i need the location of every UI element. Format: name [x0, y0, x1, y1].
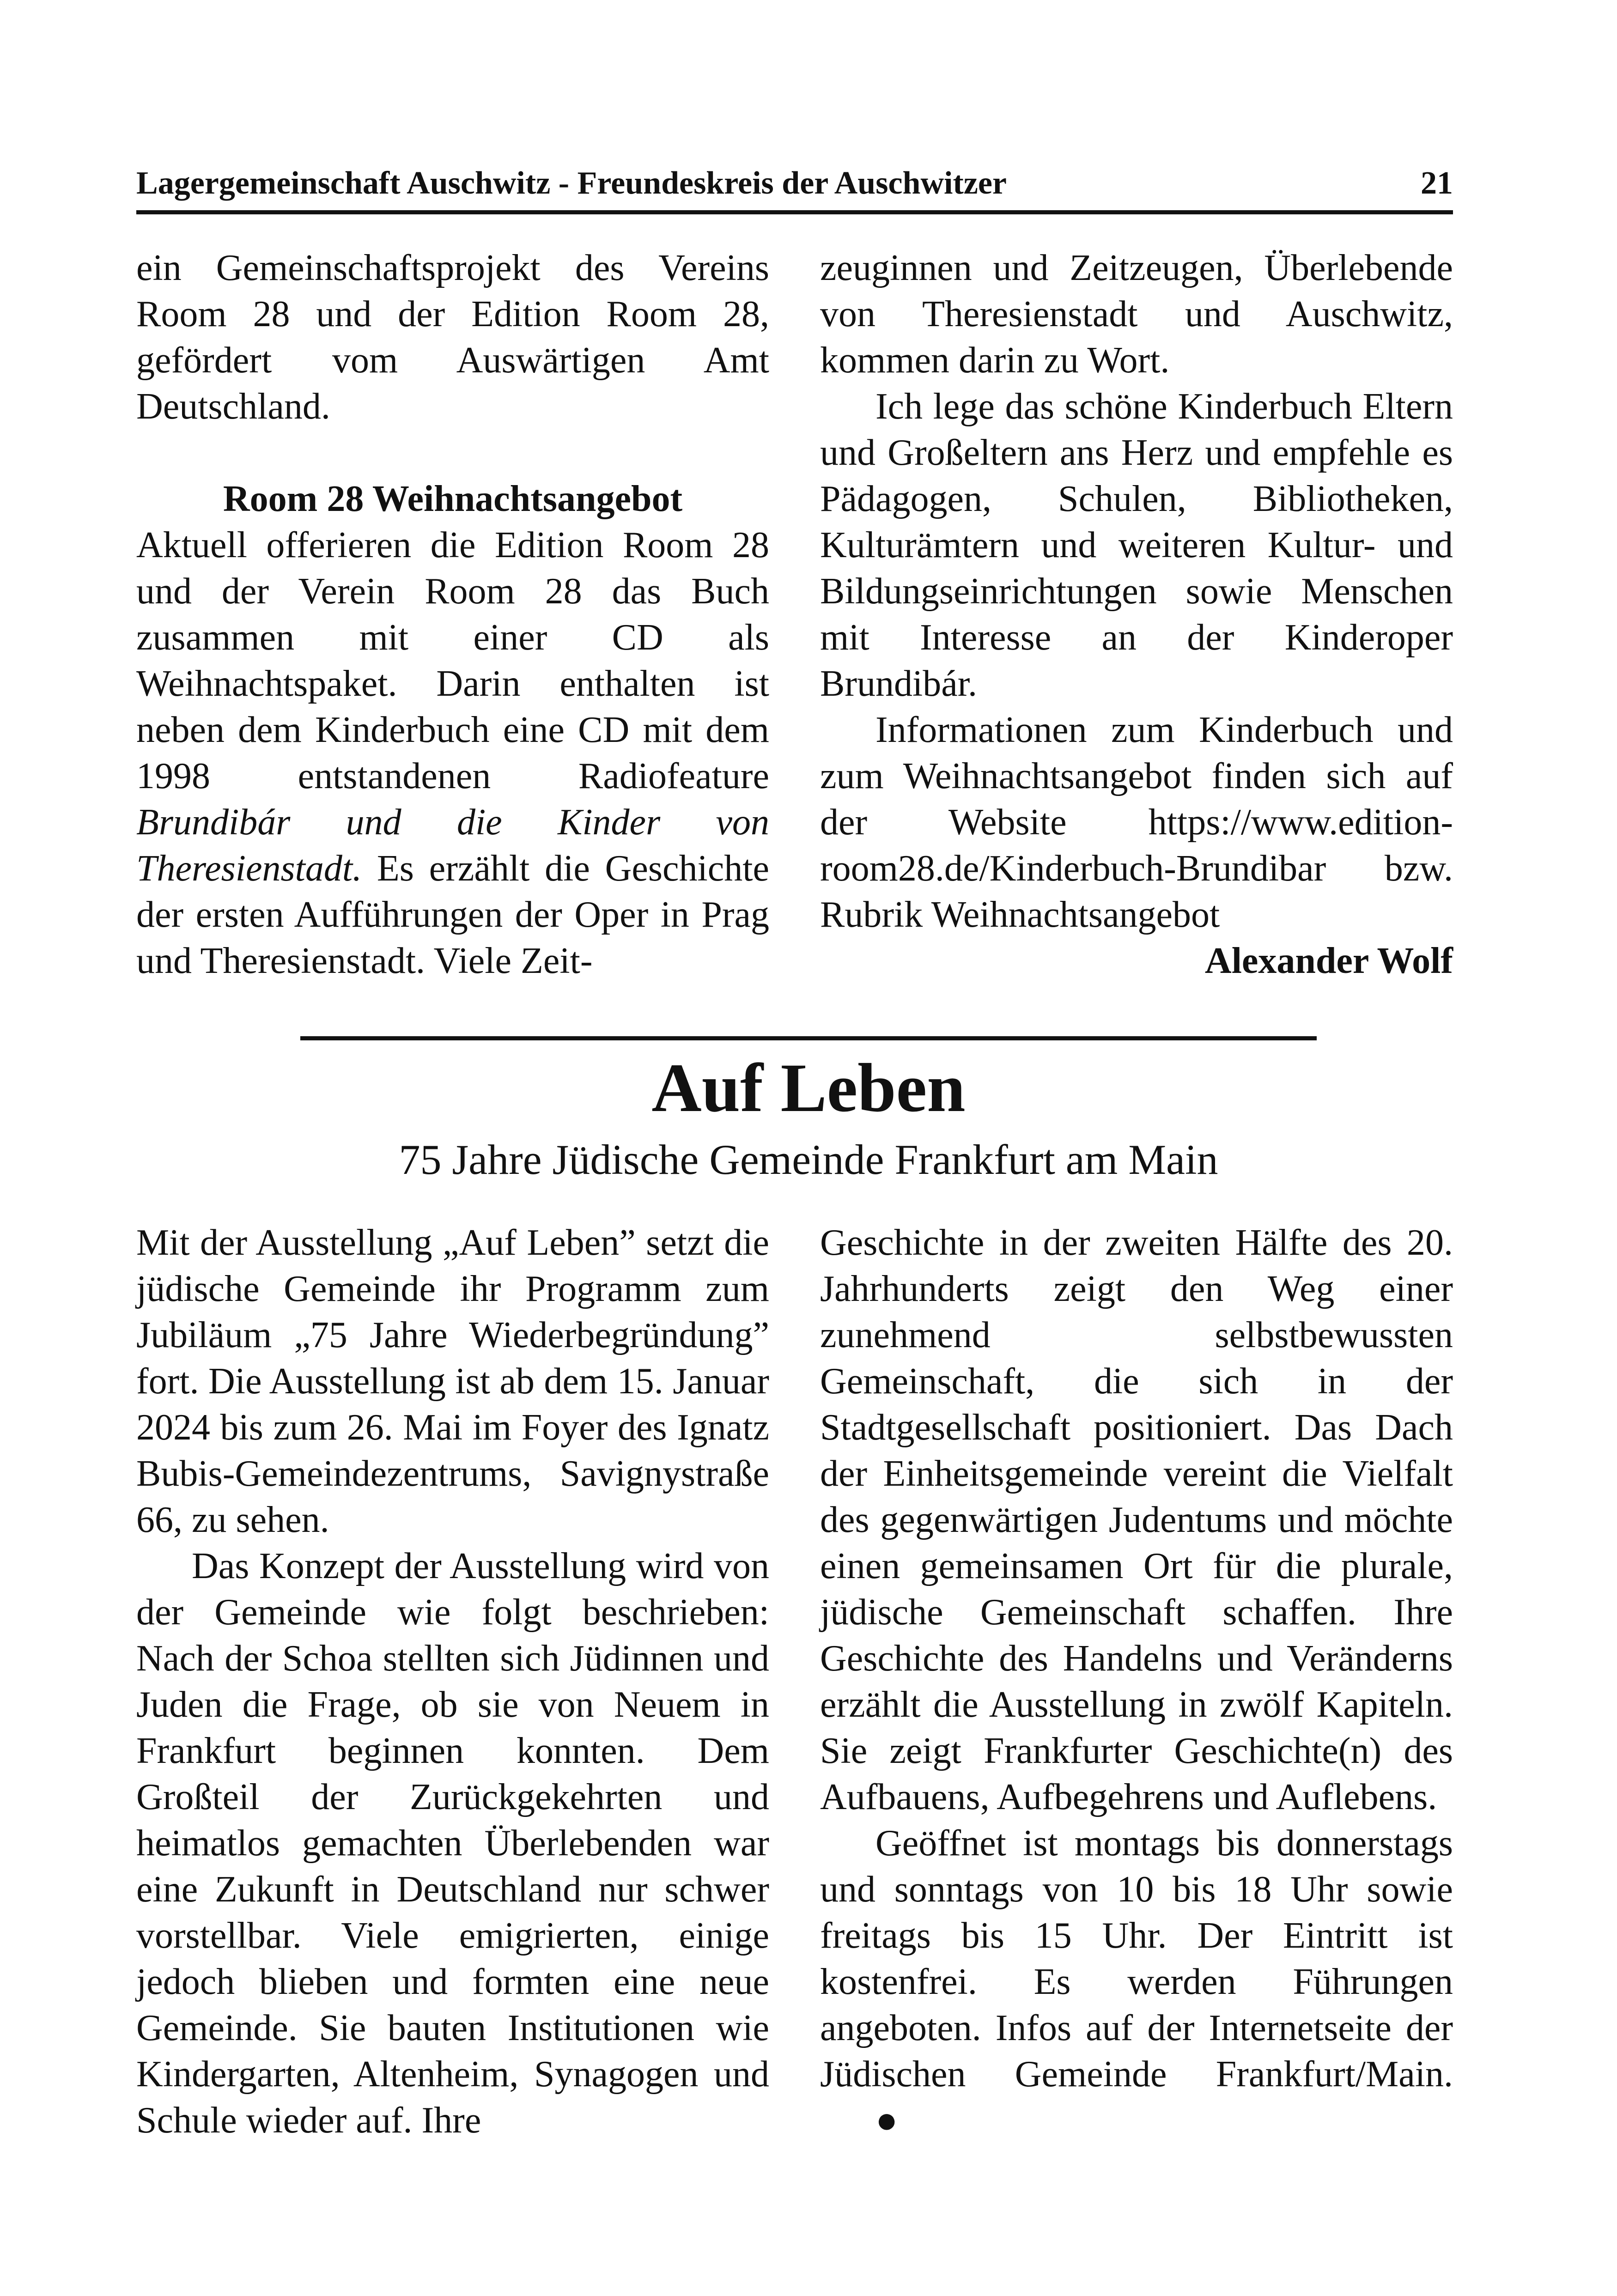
article2-closing-text: Geöffnet ist montags bis donnerstags und sonntags von 10 bis 18 Uhr sowie freitags bis 15 Uhr. Der Eintritt ist kostenfrei. Es werden Führungen angeboten. Infos auf der Internetseite der Jüdischen Gemeinde Frankfurt/Main. — [820, 1823, 1453, 2095]
article2-column-right — [820, 1220, 1453, 2144]
article1-continuation: zeuginnen und Zeitzeugen, Überlebende von Theresienstadt und Auschwitz, kommen darin zu Wort. — [820, 248, 1453, 381]
article2-paragraph-2: Das Konzept der Ausstellung wird von der Gemeinde wie folgt beschrieben: Nach der Schoa stellten sich Jüdinnen und Juden die Frage, ob sie von Neuem in Frankfurt beginnen konnten. Dem Großteil der Zurückgekehrten und heimatlos gemachten Überlebenden war eine Zukunft in Deutschland nur schwer vorstellbar. Viele emigrierten, einige jedoch blieben und formten eine neue Gemeinde. Sie bauten Institutionen wie Kindergarten, Altenheim, Synagogen und Schule wieder auf. Ihre — [136, 1546, 769, 2141]
paragraph-gap — [136, 430, 769, 476]
article2-column-left — [136, 1220, 769, 2144]
article1-subheading: Room 28 Weihnachtsangebot — [223, 479, 683, 519]
article1-intro: ein Gemeinschaftsprojekt des Vereins Room 28 und der Edition Room 28, gefördert vom Auswärtigen Amt Deutschland. — [136, 248, 769, 427]
page-number: 21 — [1421, 165, 1453, 201]
article1-paragraph-3: Informationen zum Kinderbuch und zum Weihnachtsangebot finden sich auf der Website https://www.edition-room28.de/Kinderbuch-Brundibar bzw. Rubrik Weihnachtsangebot — [820, 710, 1453, 935]
article2-headline: Auf Leben — [651, 1050, 966, 1126]
article2-paragraph-3 — [820, 1820, 1453, 2144]
article1-column-left — [136, 245, 769, 984]
end-mark-icon: ● — [875, 2100, 898, 2141]
article2-paragraph-1: Mit der Ausstellung „Auf Leben” setzt die jüdische Gemeinde ihr Programm zum Jubiläum „75 Jahre Wiederbegründung” fort. Die Ausstellung ist ab dem 15. Januar 2024 bis zum 26. Mai im Foyer des Ignatz Bubis-Gemeindezentrums, Savignystraße 66, zu sehen. — [136, 1222, 769, 1540]
feature-title: Brundibár und die Kinder von Theresienstadt. — [136, 802, 769, 889]
article1-column-right — [820, 245, 1453, 984]
section-divider — [300, 1036, 1317, 1040]
article2-subtitle: 75 Jahre Jüdische Gemeinde Frankfurt am Main — [399, 1136, 1218, 1183]
article1-para-start: Aktuell offerieren die Edition Room 28 und der Verein Room 28 das Buch zusammen mit einer CD als Weihnachtspaket. Darin enthalten ist neben dem Kinderbuch eine CD mit dem 1998 entstandenen Radiofeature — [136, 525, 769, 796]
article1-paragraph-2: Ich lege das schöne Kinderbuch Eltern und Großeltern ans Herz und empfehle es Pädagogen, Schulen, Bibliotheken, Kulturämtern und weiteren Kultur- und Bildungseinrichtungen sowie Menschen mit Interesse an der Kinderoper Brundibár. — [820, 386, 1453, 704]
article1-author: Alexander Wolf — [1204, 941, 1453, 981]
header-title: Lagergemeinschaft Auschwitz - Freundeskreis der Auschwitzer — [136, 165, 1007, 201]
article1-para-end: Es erzählt die Geschichte der ersten Aufführungen der Oper in Prag und Theresienstadt. Viele Zeit- — [136, 848, 769, 981]
article2-continuation: Geschichte in der zweiten Hälfte des 20. Jahrhunderts zeigt den Weg einer zunehmend selbstbewussten Gemeinschaft, die sich in der Stadtgesellschaft positioniert. Das Dach der Einheitsgemeinde vereint die Vielfalt des gegenwärtigen Judentums und möchte einen gemeinsamen Ort für die plurale, jüdische Gemeinschaft schaffen. Ihre Geschichte des Handelns und Veränderns erzählt die Ausstellung in zwölf Kapiteln. Sie zeigt Frankfurter Geschichte(n) des Aufbauens, Aufbegehrens und Auflebens. — [820, 1222, 1453, 1817]
article1-paragraph — [136, 522, 769, 984]
running-header — [136, 159, 1453, 214]
